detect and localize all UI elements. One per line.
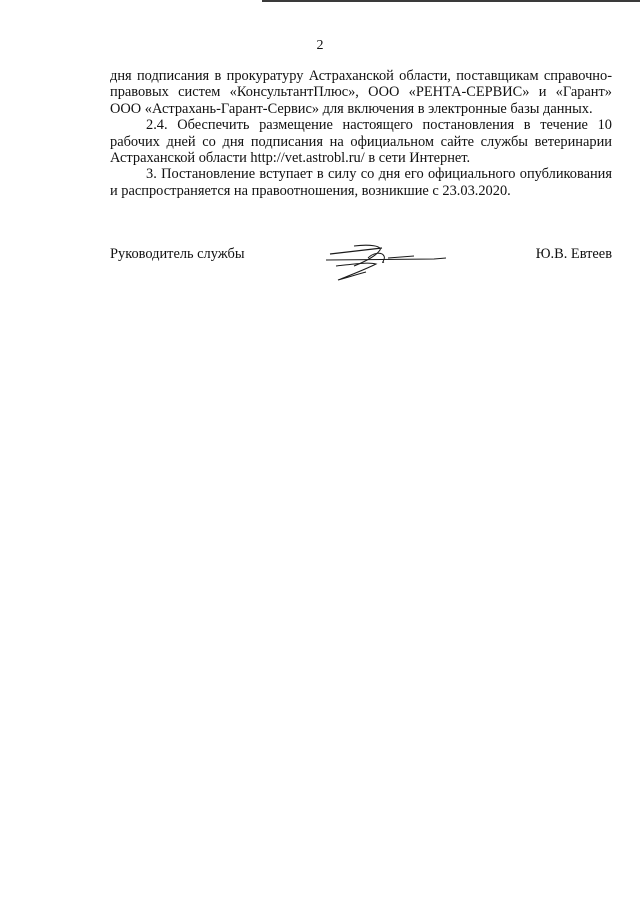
page-number: 2	[316, 38, 324, 53]
scan-edge-line	[262, 0, 640, 2]
paragraph-2-4: 2.4. Обеспечить размещение настоящего постановления в течение 10 рабочих дней со дня подписания на официальном сайте службы ветеринарии Астраханской области http://vet.astrobl.ru/ в сети Интернет.	[110, 117, 612, 167]
signature-block	[110, 240, 612, 290]
paragraph-3: 3. Постановление вступает в силу со дня его официального опубликования и распространяется на правоотношения, возникшие с 23.03.2020.	[110, 166, 612, 199]
handwritten-signature	[324, 240, 454, 286]
signatory-name: Ю.В. Евтеев	[535, 246, 612, 262]
document-body	[110, 68, 612, 199]
signatory-role: Руководитель службы	[110, 246, 245, 262]
paragraph-continuation: дня подписания в прокуратуру Астраханской области, поставщикам справочно-правовых систем «КонсультантПлюс», ООО «РЕНТА-СЕРВИС» и «Гарант» ООО «Астрахань-Гарант-Сервис» для включения в электронные базы данных.	[110, 68, 612, 117]
